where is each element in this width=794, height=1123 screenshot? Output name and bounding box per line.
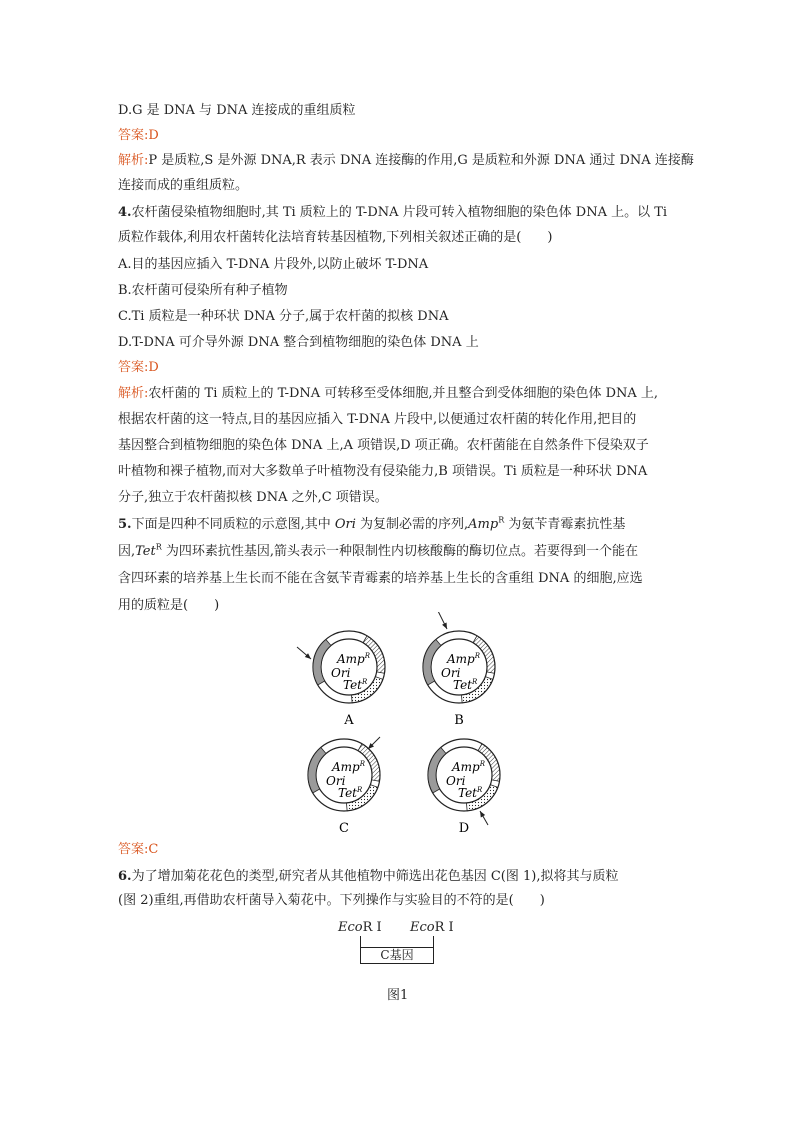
plasmid-label-d: D — [458, 821, 470, 836]
tet-label: Tet$^R$ — [453, 678, 478, 692]
amp-label-superscript: R — [474, 652, 481, 660]
answer-prev: 答案:D — [118, 128, 159, 143]
plasmid-c — [308, 737, 380, 811]
tet-label-superscript: R — [357, 786, 363, 794]
q4-answer: 答案:D — [118, 360, 159, 375]
tet-label-superscript: R — [477, 786, 483, 794]
option-d: D.G 是 DNA 与 DNA 连接成的重组质粒 — [118, 103, 356, 118]
tet-superscript: R — [155, 542, 162, 552]
tet-label-superscript: R — [362, 678, 368, 686]
question-number: 6. — [118, 869, 132, 884]
explanation-label: 解析: — [118, 386, 149, 401]
q5-stem-text: 因, — [118, 544, 136, 559]
amp-label: Amp$^R$ — [332, 760, 366, 774]
q5-stem-text: 为氨苄青霉素抗性基 — [504, 517, 626, 532]
eco-site-right — [410, 920, 454, 935]
amp-label: Amp$^R$ — [447, 652, 481, 666]
figure-caption: 图1 — [387, 988, 409, 1003]
ori-label: Ori — [326, 774, 346, 788]
eco-rest: R Ⅰ — [434, 920, 454, 935]
question-number: 4. — [118, 205, 132, 220]
plasmid-label-c: C — [339, 821, 349, 836]
eco-rest: R Ⅰ — [362, 920, 382, 935]
q5-stem-text: 下面是四种不同质粒的示意图,其中 — [131, 517, 335, 532]
amp-label-superscript: R — [359, 760, 366, 768]
q6-stem-text: 为了增加菊花花色的类型,研究者从其他植物中筛选出花色基因 C(图 1),拟将其与质粒 — [131, 869, 619, 884]
q4-option-d: D.T-DNA 可介导外源 DNA 整合到植物细胞的染色体 DNA 上 — [118, 335, 479, 350]
q4-option-a: A.目的基因应插入 T-DNA 片段外,以防止破坏 T-DNA — [118, 257, 429, 272]
eco-site-left — [338, 920, 382, 935]
tet-label-superscript: R — [472, 678, 478, 686]
plasmid-label-a: A — [344, 713, 354, 728]
explanation-text: 农杆菌的 Ti 质粒上的 T-DNA 可转移至受体细胞,并且整合到受体细胞的染色体 DNA 上, — [148, 386, 659, 401]
explanation-text: P 是质粒,S 是外源 DNA,R 表示 DNA 连接酶的作用,G 是质粒和外源 DNA 通过 DNA 连接酶 — [148, 153, 694, 168]
plasmid-label-b: B — [454, 713, 464, 728]
q5-stem-line-2 — [118, 544, 638, 560]
plasmid-d — [428, 739, 500, 825]
q5-stem-line-4: 用的质粒是( ) — [118, 598, 220, 613]
eco-italic: Eco — [410, 920, 435, 935]
q5-stem-text: 为四环素抗性基因,箭头表示一种限制性内切核酸酶的酶切位点。若要得到一个能在 — [161, 544, 639, 559]
q4-explanation-line-1 — [118, 386, 658, 402]
q4-stem-line-2: 质粒作载体,利用农杆菌转化法培育转基因植物,下列相关叙述正确的是( ) — [118, 230, 553, 245]
explanation-label: 解析: — [118, 153, 149, 168]
q5-stem-line-1 — [118, 517, 625, 533]
ori-label: Ori — [331, 666, 351, 680]
amp-term: Amp — [468, 517, 499, 532]
q4-explanation-line-5: 分子,独立于农杆菌拟核 DNA 之外,C 项错误。 — [118, 490, 388, 505]
q6-stem-line-2: (图 2)重组,再借助农杆菌导入菊花中。下列操作与实验目的不符的是( ) — [118, 893, 545, 908]
ori-label: Ori — [441, 666, 461, 680]
amp-label: Amp$^R$ — [452, 760, 486, 774]
q4-explanation-line-2: 根据农杆菌的这一特点,目的基因应插入 T-DNA 片段中,以便通过农杆菌的转化作用,把目的 — [118, 412, 637, 427]
q4-explanation-line-3: 基因整合到植物细胞的染色体 DNA 上,A 项错误,D 项正确。农杆菌能在自然条件下侵染双子 — [118, 438, 649, 453]
tet-label: Tet$^R$ — [343, 678, 368, 692]
gene-figure — [330, 920, 470, 1010]
plasmid-a — [297, 631, 385, 703]
question-number: 5. — [118, 517, 132, 532]
q4-option-c: C.Ti 质粒是一种环状 DNA 分子,属于农杆菌的拟核 DNA — [118, 309, 449, 324]
q5-stem-line-3: 含四环素的培养基上生长而不能在含氨苄青霉素的培养基上生长的含重组 DNA 的细胞,应选 — [118, 571, 643, 586]
plasmid-b — [423, 612, 495, 703]
explanation-prev-line-1 — [118, 153, 694, 169]
amp-label-superscript: R — [364, 652, 371, 660]
q4-explanation-line-4: 叶植物和裸子植物,而对大多数单子叶植物没有侵染能力,B 项错误。Ti 质粒是一种环状 DNA — [118, 464, 648, 479]
explanation-prev-line-2: 连接而成的重组质粒。 — [118, 178, 249, 193]
q4-option-b: B.农杆菌可侵染所有种子植物 — [118, 283, 288, 298]
eco-italic: Eco — [338, 920, 363, 935]
q5-answer: 答案:C — [118, 842, 159, 857]
q5-stem-text: 为复制必需的序列, — [355, 517, 469, 532]
ori-term: Ori — [334, 517, 356, 532]
tet-term: Tet — [135, 544, 156, 559]
amp-label-superscript: R — [479, 760, 486, 768]
amp-superscript: R — [498, 515, 505, 525]
plasmid-figure — [0, 612, 794, 842]
q4-stem-line-1 — [118, 205, 667, 221]
gene-label: C基因 — [380, 948, 414, 962]
tet-label: Tet$^R$ — [338, 786, 363, 800]
ori-label: Ori — [446, 774, 466, 788]
gene-box — [360, 936, 434, 964]
q4-stem-text: 农杆菌侵染植物细胞时,其 Ti 质粒上的 T-DNA 片段可转入植物细胞的染色体 DNA 上。以 Ti — [131, 205, 668, 220]
q6-stem-line-1 — [118, 869, 618, 885]
amp-label: Amp$^R$ — [337, 652, 371, 666]
tet-label: Tet$^R$ — [458, 786, 483, 800]
